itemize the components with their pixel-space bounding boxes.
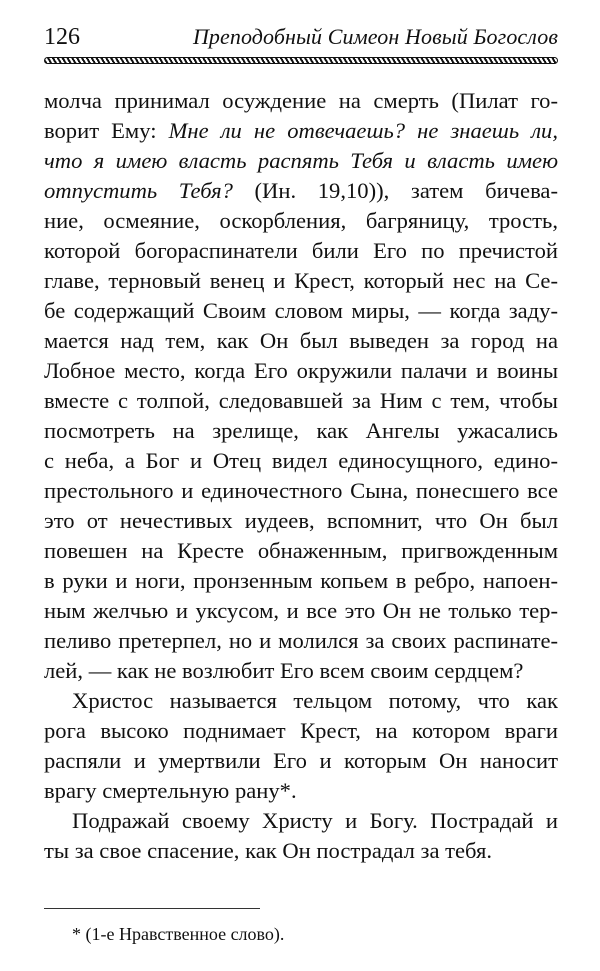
text-line: врагу смертельную рану*. — [44, 778, 297, 803]
footnote-divider — [44, 908, 260, 909]
body-text — [44, 86, 558, 866]
text-line: ние, осмеяние, оскорбления, багряницу, трость, — [44, 208, 558, 233]
text-line: в руки и ноги, пронзенным копьем в ребро, напоен- — [44, 568, 558, 593]
book-page — [44, 0, 558, 971]
text-line: рога высоко поднимает Крест, на котором враги — [44, 718, 558, 743]
text-line: главе, терновый венец и Крест, который нес на Се- — [44, 268, 558, 293]
text-line: лей, — как не возлюбит Его всем своим сердцем? — [44, 658, 524, 683]
text-line: Лобное место, когда Его окружили палачи и воины — [44, 358, 558, 383]
running-title: Преподобный Симеон Новый Богослов — [192, 24, 558, 49]
scripture-quote: отпустить Тебя? — [44, 178, 233, 203]
text-line: молча принимал осуждение на смерть (Пилат го- — [44, 88, 558, 113]
page-number: 126 — [44, 24, 80, 50]
text-line: престольного и единочестного Сына, понесшего все — [44, 478, 558, 503]
text-line: посмотреть на зрелище, как Ангелы ужасались — [44, 418, 558, 443]
text-line: Христос называется тельцом потому, что как — [72, 688, 558, 713]
decorative-rope-rule — [44, 57, 558, 64]
text-segment: ворит Ему: — [44, 118, 169, 143]
running-head — [44, 22, 558, 52]
text-line — [44, 116, 558, 146]
text-line: с неба, а Бог и Отец видел единосущного, едино- — [44, 448, 558, 473]
text-segment: (Ин. 19,10)), затем бичева- — [232, 178, 558, 203]
text-line — [44, 176, 558, 206]
text-line: пеливо претерпел, но и молился за своих распинате- — [44, 628, 558, 653]
text-line: бе содержащий Своим словом миры, — когда заду- — [44, 298, 558, 323]
text-line: которой богораспинатели били Его по пречистой — [44, 238, 558, 263]
scripture-quote: Мне ли не отвечаешь? не знаешь ли, — [168, 118, 558, 143]
paragraph-2 — [44, 686, 558, 806]
scripture-quote-line: что я имею власть распять Тебя и власть имею — [44, 148, 558, 173]
text-line: ным желчью и уксусом, и все это Он не только тер- — [44, 598, 558, 623]
paragraph-1 — [44, 86, 558, 686]
text-line: Подражай своему Христу и Богу. Пострадай и — [72, 808, 558, 833]
text-line: ты за свое спасение, как Он пострадал за тебя. — [44, 838, 493, 863]
text-line: вместе с толпой, следовавшей за Ним с тем, чтобы — [44, 388, 558, 413]
text-line: это от нечестивых иудеев, вспомнит, что Он был — [44, 508, 558, 533]
text-line: мается над тем, как Он был выведен за город на — [44, 328, 558, 353]
paragraph-3 — [44, 806, 558, 866]
text-line: распяли и умертвили Его и которым Он наносит — [44, 748, 558, 773]
text-line: повешен на Кресте обнаженным, пригвожденным — [44, 538, 558, 563]
footnote: * (1-е Нравственное слово). — [72, 924, 285, 944]
